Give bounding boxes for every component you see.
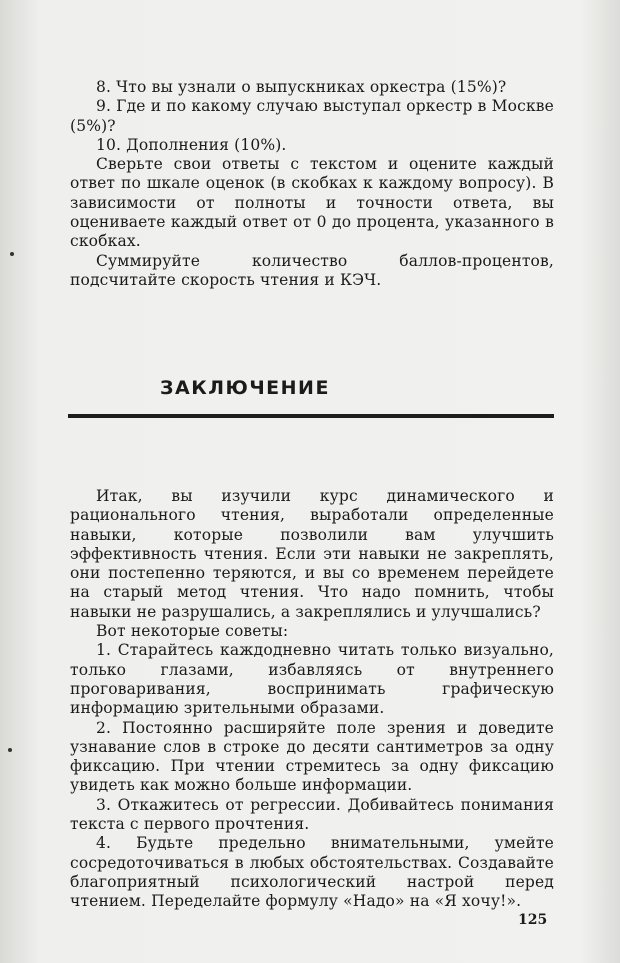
print-speck	[10, 252, 14, 256]
question-9: 9. Где и по какому случаю выступал оркестр в Москве (5%)?	[70, 97, 554, 135]
section-heading: ЗАКЛЮЧЕНИЕ	[160, 377, 330, 399]
tip-1: 1. Старайтесь каждодневно читать только визуально, только глазами, избавляясь от внутреннего проговаривания, воспринимать графическую информацию зрительными образами.	[70, 641, 554, 718]
intro-paragraph: Итак, вы изучили курс динамического и рационального чтения, выработали определенные навыки, которые позволили вам улучшить эффективность чтения. Если эти навыки не закреплять, они постепенно теряются, и вы со временем перейдете на старый метод чтения. Что надо помнить, чтобы навыки не разрушались, а закреплялись и улучшались?	[70, 487, 554, 621]
conclusion-body	[70, 487, 554, 912]
sum-instructions: Суммируйте количество баллов-процентов, подсчитайте скорость чтения и КЭЧ.	[70, 251, 554, 289]
heading-rule	[68, 414, 554, 418]
question-10: 10. Дополнения (10%).	[96, 135, 287, 154]
tip-2: 2. Постоянно расширяйте поле зрения и доведите узнавание слов в строке до десяти сантиметров за одну фиксацию. При чтении стремитесь за одну фиксацию увидеть как можно больше информации.	[70, 718, 554, 795]
page-number: 125	[518, 912, 548, 928]
check-instructions: Сверьте свои ответы с текстом и оцените каждый ответ по шкале оценок (в скобках к каждому вопросу). В зависимости от полноты и точности ответа, вы оцениваете каждый ответ от 0 до процента, указанного в скобках.	[70, 155, 554, 251]
questions-block	[70, 78, 554, 290]
tip-3: 3. Откажитесь от регрессии. Добивайтесь понимания текста с первого прочтения.	[70, 795, 554, 834]
tip-4: 4. Будьте предельно внимательными, умейте сосредоточиваться в любых обстоятельствах. Создавайте благоприятный психологический настрой перед чтением. Переделайте формулу «Надо» на «Я хочу!».	[70, 834, 554, 911]
question-8: 8. Что вы узнали о выпускниках оркестра (15%)?	[96, 78, 507, 96]
advice-lead: Вот некоторые советы:	[96, 622, 289, 641]
print-speck	[8, 748, 12, 752]
